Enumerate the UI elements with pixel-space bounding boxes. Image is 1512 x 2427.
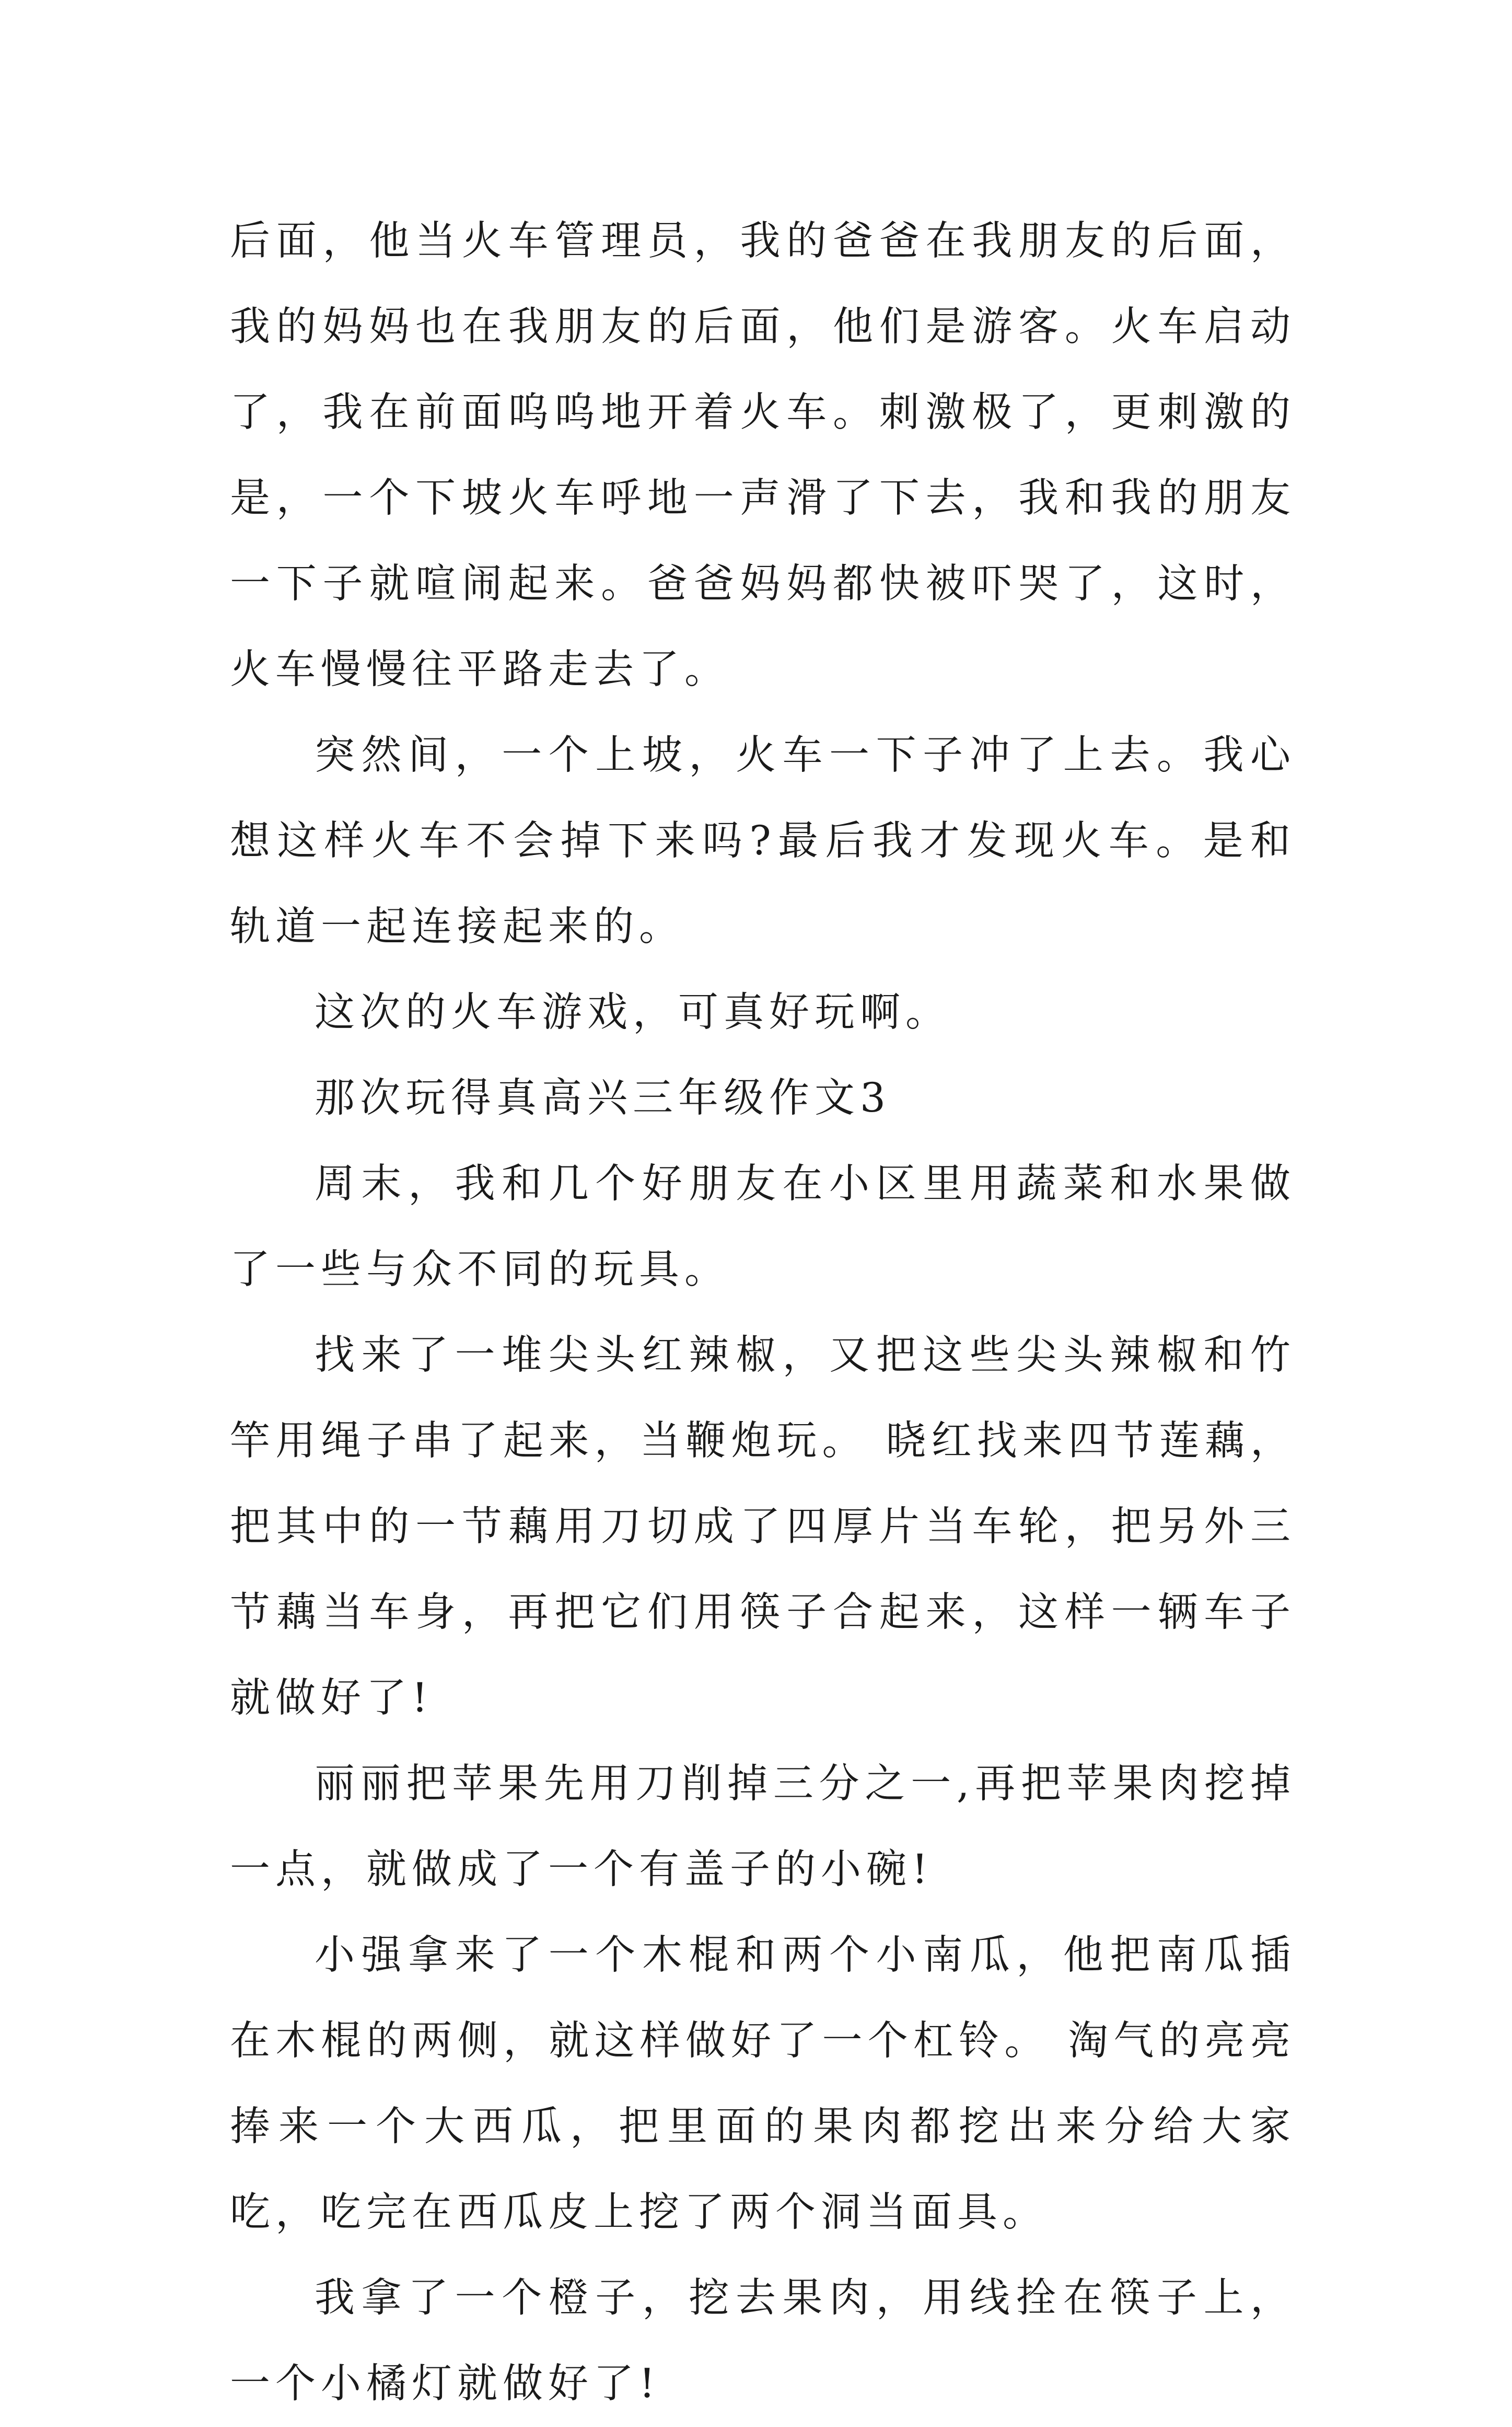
paragraph: 我拿了一个橙子，挖去果肉，用线拴在筷子上，一个小橘灯就做好了! — [230, 2275, 1296, 2407]
paragraph: 这次的火车游戏，可真好玩啊。 — [315, 989, 951, 1036]
paragraph: 找来了一堆尖头红辣椒，又把这些尖头辣椒和竹竿用绳子串了起来，当鞭炮玩。 晓红找来四节莲藕，把其中的一节藕用刀切成了四厚片当车轮，把另外三节藕当车身，再把它们用筷子合起来，这样一辆车子就做好了! — [230, 1332, 1296, 1721]
paragraph: 丽丽把苹果先用刀削掉三分之一,再把苹果肉挖掉一点，就做成了一个有盖子的小碗! — [230, 1761, 1296, 1893]
paragraph: 突然间，一个上坡，火车一下子冲了上去。我心想这样火车不会掉下来吗?最后我才发现火车。是和轨道一起连接起来的。 — [230, 732, 1296, 950]
document-body — [230, 199, 1296, 2427]
paragraph: 小强拿来了一个木棍和两个小南瓜，他把南瓜插在木棍的两侧，就这样做好了一个杠铃。 淘气的亮亮捧来一个大西瓜，把里面的果肉都挖出来分给大家吃，吃完在西瓜皮上挖了两个洞当面具。 — [230, 1932, 1296, 2236]
section-heading: 那次玩得真高兴三年级作文3 — [315, 1075, 891, 1122]
paragraph: 周末，我和几个好朋友在小区里用蔬菜和水果做了一些与众不同的玩具。 — [230, 1161, 1296, 1293]
paragraph: 后面，他当火车管理员，我的爸爸在我朋友的后面，我的妈妈也在我朋友的后面，他们是游客。火车启动了，我在前面呜呜地开着火车。刺激极了，更刺激的是，一个下坡火车呼地一声滑了下去，我和我的朋友一下子就喧闹起来。爸爸妈妈都快被吓哭了，这时，火车慢慢往平路走去了。 — [230, 218, 1296, 693]
